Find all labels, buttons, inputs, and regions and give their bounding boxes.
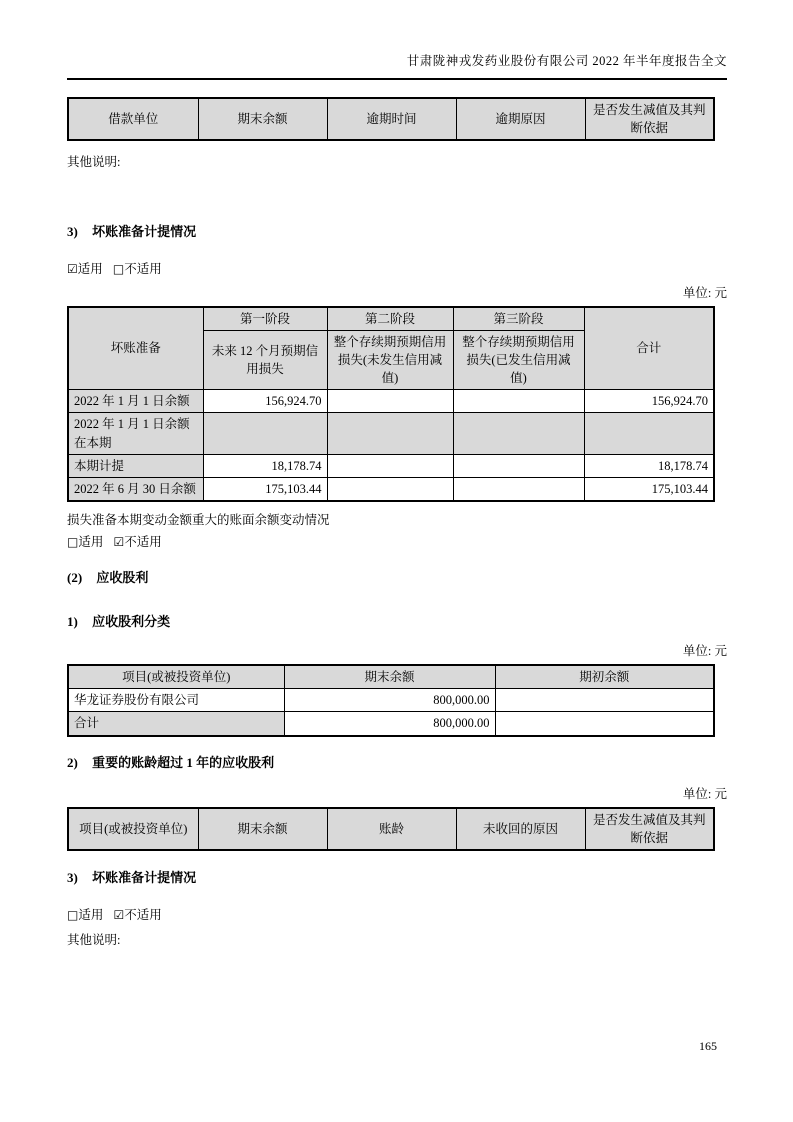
not-applicable-label: 不适用 [124,534,162,549]
report-header-title: 甘肃陇神戎发药业股份有限公司 2022 年半年度报告全文 [67,52,727,80]
table-row [68,390,714,413]
table-header-cell: 合计 [584,307,714,390]
table-header-cell: 期末余额 [198,98,327,140]
table-header-cell: 逾期原因 [456,98,585,140]
table-header-cell: 第一阶段 [203,307,327,331]
row-label-cell: 合计 [68,712,284,736]
table-header-cell: 借款单位 [68,98,198,140]
table-cell [453,413,584,454]
row-label-cell: 2022 年 6 月 30 日余额 [68,477,203,501]
table-header-cell: 是否发生减值及其判断依据 [585,98,714,140]
applicable-label: 适用 [78,534,104,549]
section-title: 应收股利分类 [92,613,171,629]
table-cell [453,477,584,501]
checkbox-checked-icon: ☑ [67,262,78,277]
table-row [68,712,714,736]
table-row [68,689,714,712]
row-label-cell: 华龙证券股份有限公司 [68,689,284,712]
row-label-cell: 本期计提 [68,454,203,477]
table-header-cell: 期初余额 [495,665,714,689]
table-row [68,413,714,454]
overdue-loans-table [67,97,715,141]
bad-debt-provision-table [67,306,715,502]
page-number: 165 [699,1039,717,1053]
table-header-cell: 第二阶段 [327,307,453,331]
section-heading-bad-debt-provision-2 [67,868,727,888]
table-header-cell: 第三阶段 [453,307,584,331]
table-header-cell: 项目(或被投资单位) [68,808,198,850]
table-cell [327,477,453,501]
table-cell [584,413,714,454]
table-header-cell: 是否发生减值及其判断依据 [585,808,714,850]
table-cell [495,689,714,712]
applicability-line [67,906,727,925]
table-subheader-cell: 整个存续期预期信用损失(已发生信用减值) [453,330,584,389]
table-cell: 800,000.00 [284,712,495,736]
row-label-cell: 2022 年 1 月 1 日余额 [68,390,203,413]
table-cell [453,454,584,477]
section-number: (2) [67,570,83,586]
row-label-cell: 2022 年 1 月 1 日余额在本期 [68,413,203,454]
section-heading-bad-debt-provision [67,222,727,242]
dividend-classification-table [67,664,715,736]
table-cell: 18,178.74 [584,454,714,477]
table-header-cell: 期末余额 [198,808,327,850]
section-heading-dividend-aging [67,753,727,773]
dividend-aging-table [67,807,715,851]
table-cell [203,413,327,454]
section-number: 3) [67,870,78,885]
section-title: 应收股利 [96,570,149,586]
loss-change-note: 损失准备本期变动金额重大的账面余额变动情况 [67,512,330,527]
table-cell [453,390,584,413]
applicability-line [67,260,727,279]
section-number: 2) [67,754,78,770]
table-header-cell: 逾期时间 [327,98,456,140]
checkbox-unchecked-icon: □ [67,907,79,922]
table-corner-header-cell: 坏账准备 [68,307,203,390]
table-header-cell: 期末余额 [284,665,495,689]
section-heading-dividends-receivable [67,568,727,588]
applicable-label: 适用 [77,262,103,277]
checkbox-checked-icon: ☑ [113,534,125,549]
unit-label: 单位: 元 [682,787,727,801]
not-applicable-label: 不适用 [124,262,162,277]
section-heading-dividend-classification [67,612,727,632]
checkbox-checked-icon: ☑ [113,907,125,922]
table-cell: 175,103.44 [203,477,327,501]
table-header-cell: 账龄 [327,808,456,850]
other-notes-label: 其他说明: [67,155,121,169]
applicable-label: 适用 [78,907,104,922]
table-row [68,477,714,501]
section-number: 1) [67,613,78,629]
table-cell [327,413,453,454]
table-subheader-cell: 整个存续期预期信用损失(未发生信用减值) [327,330,453,389]
table-cell: 175,103.44 [584,477,714,501]
table-header-cell: 项目(或被投资单位) [68,665,284,689]
section-title: 坏账准备计提情况 [92,223,197,239]
checkbox-unchecked-icon: □ [67,534,79,549]
table-cell [327,454,453,477]
table-row [68,454,714,477]
table-cell: 18,178.74 [203,454,327,477]
other-notes-label: 其他说明: [67,933,121,948]
unit-label: 单位: 元 [682,644,727,659]
table-cell [327,390,453,413]
not-applicable-label: 不适用 [124,907,162,922]
section-title: 坏账准备计提情况 [92,870,197,885]
table-cell [495,712,714,736]
table-subheader-cell: 未来 12 个月预期信用损失 [203,330,327,389]
table-cell: 156,924.70 [584,390,714,413]
table-header-cell: 未收回的原因 [456,808,585,850]
applicability-line [67,533,727,552]
section-number: 3) [67,223,78,239]
checkbox-unchecked-icon: □ [112,262,125,277]
section-title: 重要的账龄超过 1 年的应收股利 [92,754,275,770]
table-cell: 156,924.70 [203,390,327,413]
table-cell: 800,000.00 [284,689,495,712]
unit-label: 单位: 元 [682,286,727,300]
